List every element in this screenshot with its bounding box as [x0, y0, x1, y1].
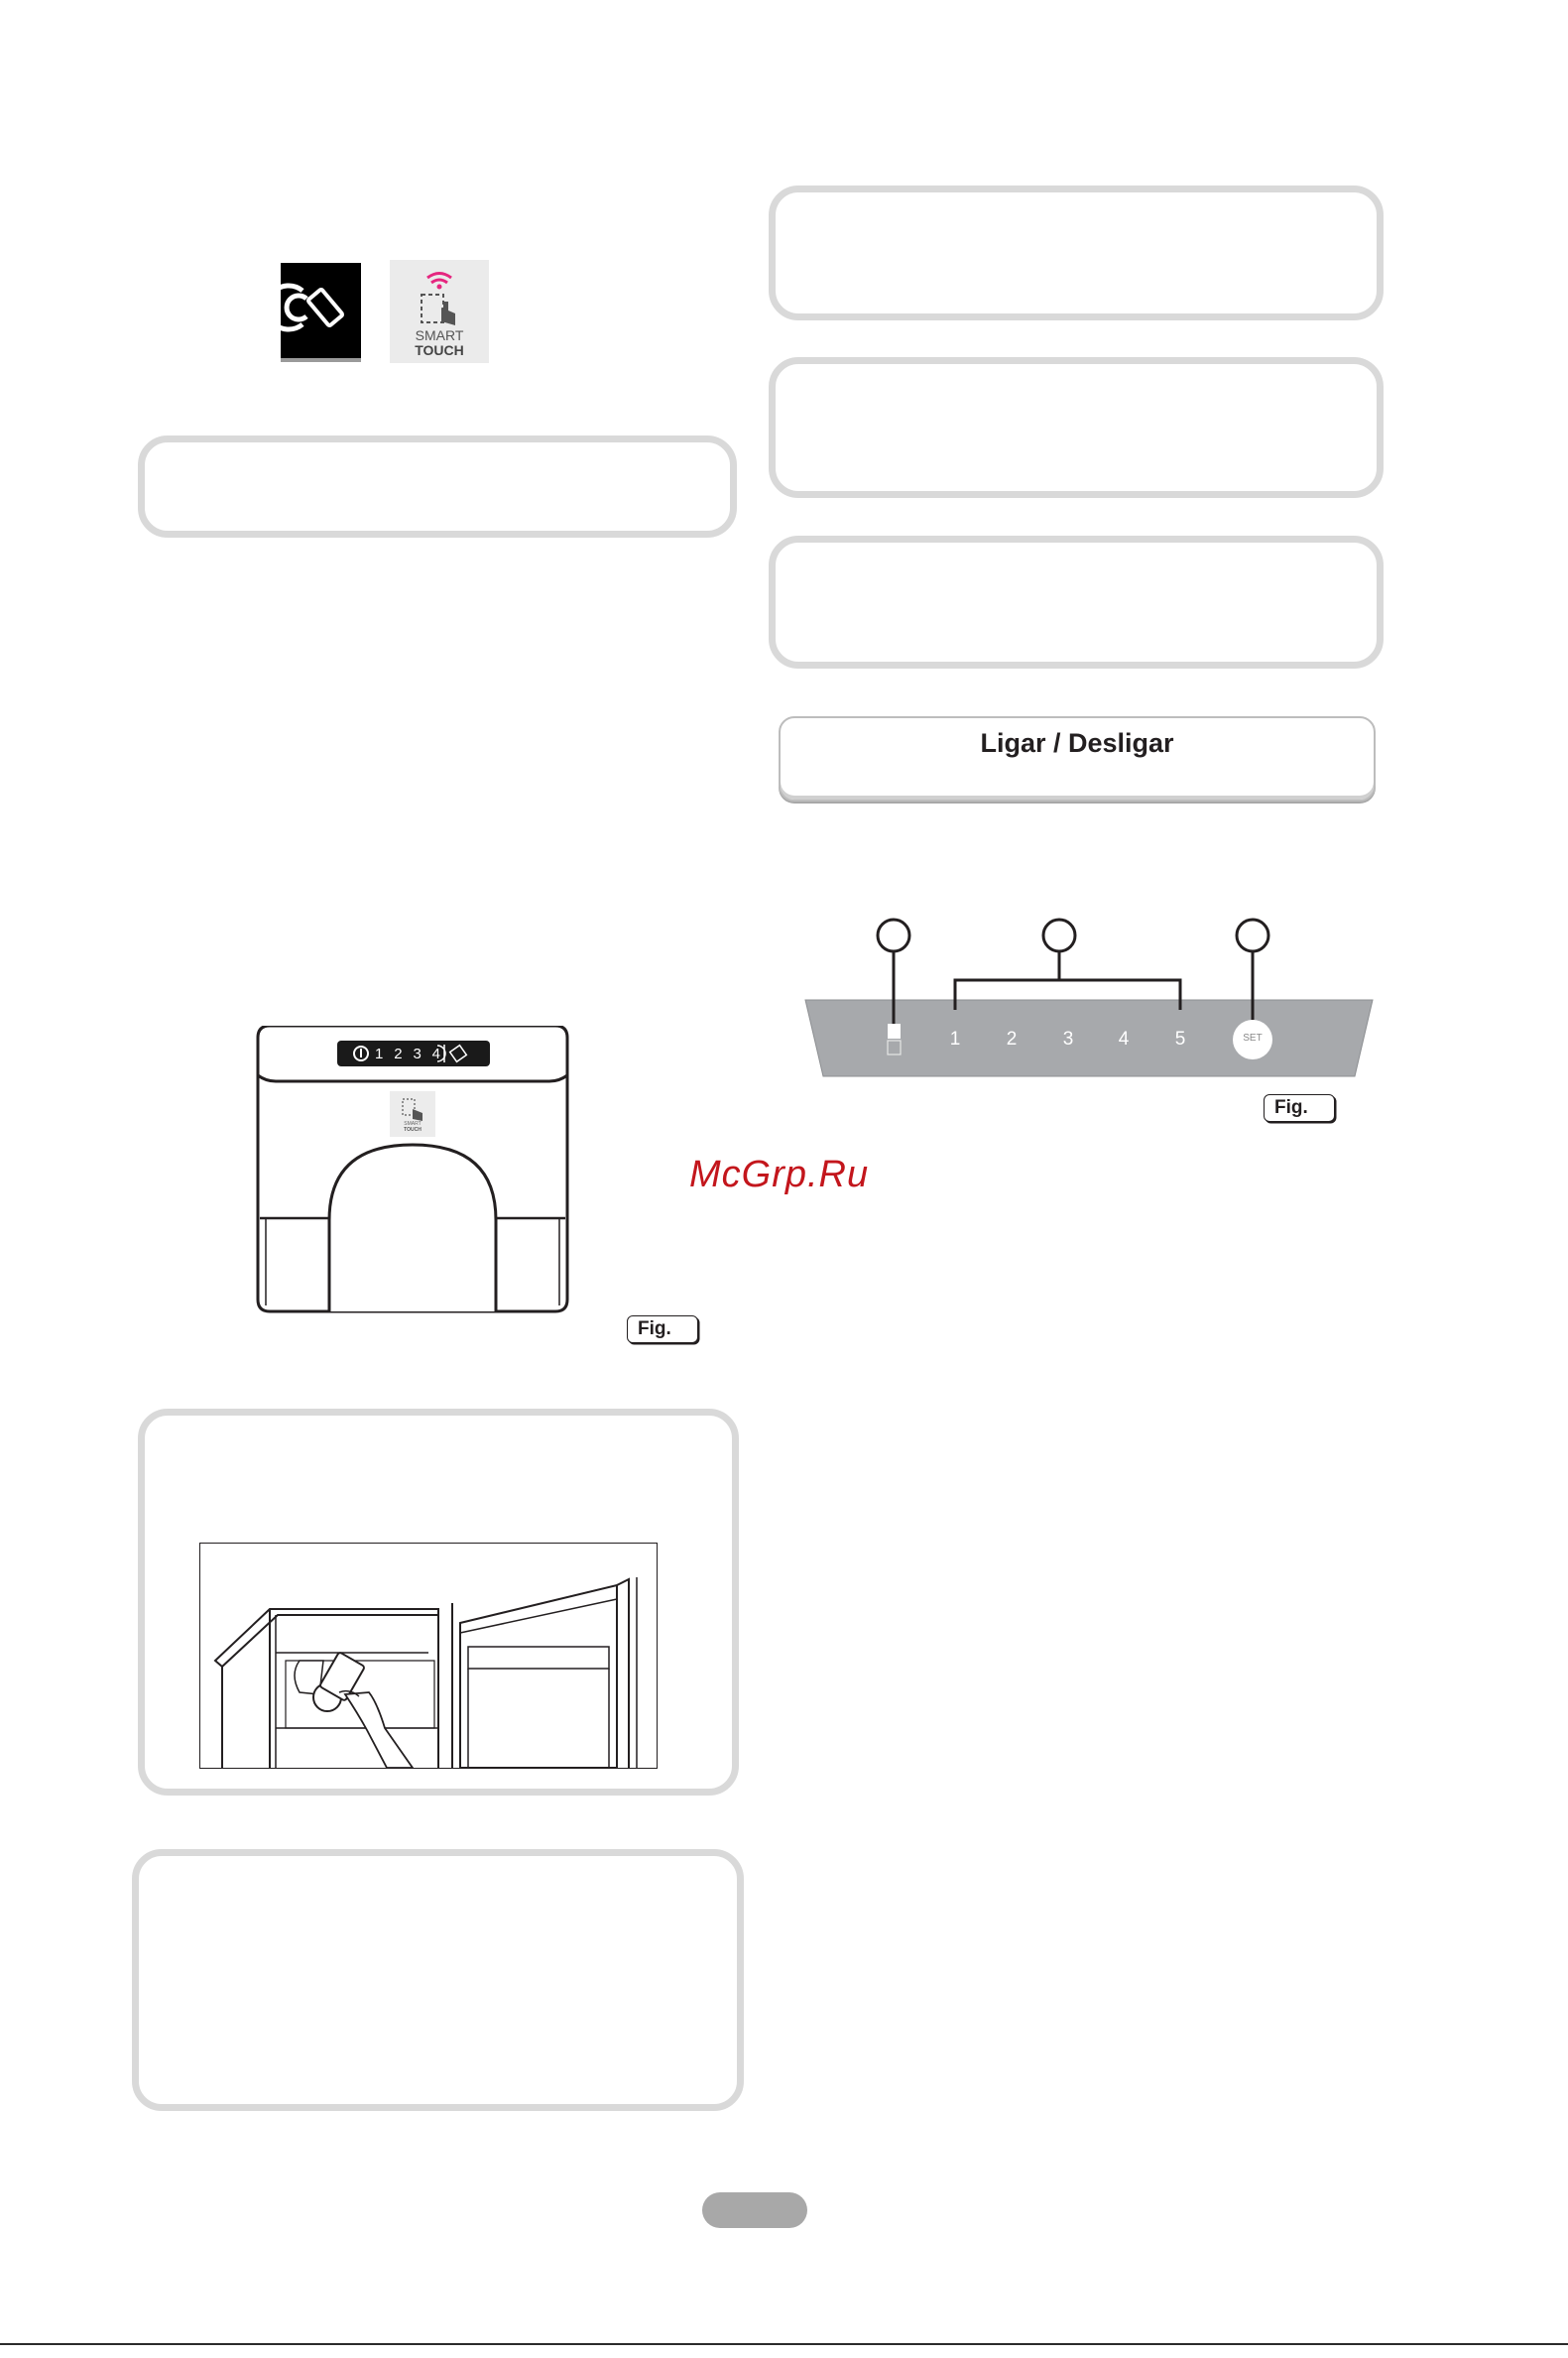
level-4: 4 — [1118, 1029, 1130, 1050]
heading-box — [779, 716, 1376, 802]
text-box-right-2 — [769, 357, 1384, 498]
fridge-illustration — [256, 1026, 569, 1313]
control-panel-illustration — [803, 913, 1375, 1081]
panel-digit-4: 4 — [431, 1045, 440, 1062]
page-number-tab — [702, 2192, 807, 2228]
set-button-label: SET — [1243, 1033, 1263, 1044]
fig-label-panel: Fig. — [1264, 1094, 1335, 1122]
section-heading: Ligar / Desligar — [980, 728, 1174, 758]
text-box-left-bottom — [132, 1849, 744, 2111]
smart-touch-label-2: TOUCH — [415, 342, 464, 358]
text-box-left-1 — [138, 435, 737, 538]
small-smart-label: SMART — [404, 1121, 422, 1127]
watermark: McGrp.Ru — [689, 1154, 870, 1195]
fridge-interior-illustration — [199, 1543, 658, 1769]
level-5: 5 — [1174, 1029, 1186, 1050]
fig-label-fridge: Fig. — [627, 1315, 698, 1343]
panel-digit-3: 3 — [413, 1045, 422, 1062]
panel-digit-1: 1 — [375, 1045, 384, 1062]
illustration-box — [138, 1409, 739, 1796]
level-1: 1 — [949, 1029, 961, 1050]
smart-touch-icon — [390, 260, 489, 363]
text-box-right-3 — [769, 536, 1384, 669]
level-2: 2 — [1006, 1029, 1018, 1050]
panel-digits — [375, 1042, 440, 1065]
smart-touch-label-1: SMART — [415, 327, 464, 343]
bottom-rule — [0, 2343, 1568, 2345]
small-touch-label: TOUCH — [404, 1127, 422, 1133]
level-3: 3 — [1062, 1029, 1074, 1050]
nfc-card-icon — [281, 263, 361, 362]
panel-digit-2: 2 — [394, 1045, 403, 1062]
text-box-right-1 — [769, 186, 1384, 320]
